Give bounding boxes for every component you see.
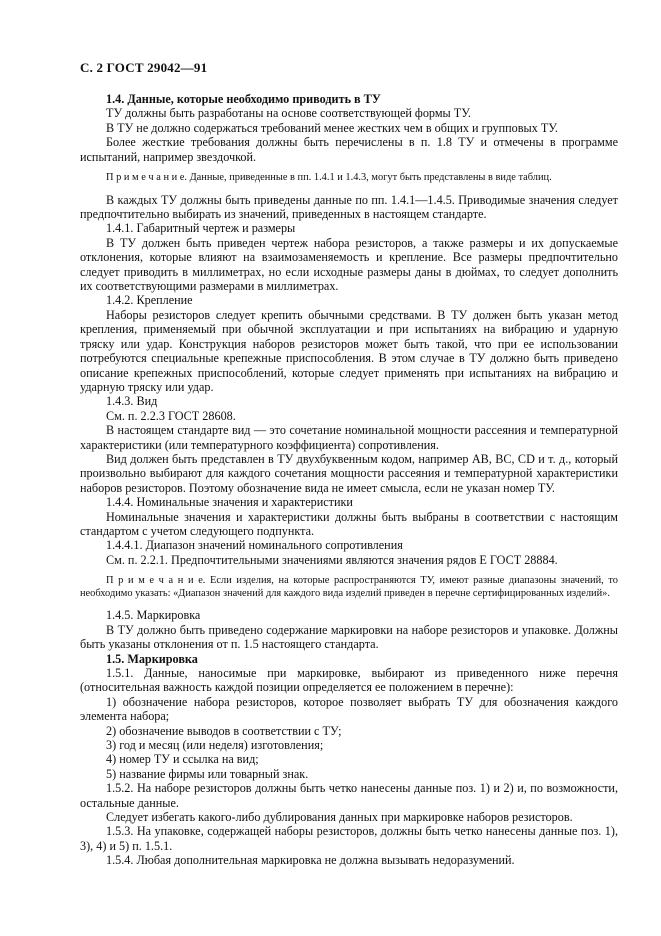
paragraph: См. п. 2.2.1. Предпочтительными значениями являются значения рядов Е ГОСТ 28884. [106,552,558,567]
section-heading: 1.4. Данные, которые необходимо приводить в ТУ [106,92,381,106]
paragraph: 1.5.2. На наборе резисторов должны быть четко нанесены данные поз. 1) и 2) и, по возможности, остальные данные. [80,781,618,810]
document-body [80,92,618,868]
note: П р и м е ч а н и е. Если изделия, на которые распространяются ТУ, имеют разные диапазоны значений, то необходимо указать: «Диапазон значений для каждого вида изделий приведен в перечне сертифицированных изделий». [80,575,618,599]
paragraph: 1.5.4. Любая дополнительная маркировка не должна вызывать недоразумений. [106,853,515,868]
note: П р и м е ч а н и е. Данные, приведенные в пп. 1.4.1 и 1.4.3, могут быть представлены в виде таблиц. [106,172,552,184]
subsection-heading: 1.4.4.1. Диапазон значений номинального сопротивления [106,538,403,553]
paragraph: В ТУ не должно содержаться требований менее жестких чем в общих и групповых ТУ. [106,120,558,135]
subsection-heading: 1.4.3. Вид [106,394,158,409]
list-item: 4) номер ТУ и ссылка на вид; [106,752,259,767]
paragraph: Следует избегать какого-либо дублирования данных при маркировке наборов резисторов. [106,810,573,825]
paragraph: В каждых ТУ должны быть приведены данные по пп. 1.4.1—1.4.5. Приводимые значения следует предпочтительно выбирать из значений, приведенных в настоящем стандарте. [80,192,618,222]
subsection-heading: 1.4.4. Номинальные значения и характеристики [106,495,353,510]
page-header: С. 2 ГОСТ 29042—91 [80,60,208,75]
subsection-heading: 1.4.5. Маркировка [106,608,201,623]
paragraph: Более жесткие требования должны быть перечислены в п. 1.8 ТУ и отмечены в программе испытаний, например звездочкой. [80,135,618,164]
list-item: 5) название фирмы или товарный знак. [106,766,309,781]
paragraph: В настоящем стандарте вид — это сочетание номинальной мощности рассеяния и температурной характеристики (или температурного коэффициента) сопротивления. [80,423,618,452]
paragraph: См. п. 2.2.3 ГОСТ 28608. [106,408,236,423]
paragraph: Наборы резисторов следует крепить обычными средствами. В ТУ должен быть указан метод крепления, применяемый при обычной эксплуатации и при испытаниях на вибрацию и ударную тряску или удар. Конструкция наборов резисторов может быть такой, что при ее использовании потребуются специальные крепежные приспособления. В этом случае в ТУ должно быть приведено описание крепежных приспособлений, которые следует применять при испытаниях на вибрацию и ударную тряску или удар. [80,307,618,394]
paragraph: 1.5.1. Данные, наносимые при маркировке, выбирают из приведенного ниже перечня (относительная важность каждой позиции определяется ее положением в перечне): [80,666,618,695]
paragraph: В ТУ должен быть приведен чертеж набора резисторов, а также размеры и их допускаемые отклонения, которые влияют на взаимозаменяемость и крепление. Все размеры предпочтительно следует приводить в миллиметрах, но если исходные размеры даны в дюймах, то следует дополнить их соответствующими размерами в миллиметрах. [80,235,618,294]
paragraph: В ТУ должно быть приведено содержание маркировки на наборе резисторов и упаковке. Должны быть указаны отклонения от п. 1.5 настоящего стандарта. [80,622,618,652]
paragraph: 1.5.3. На упаковке, содержащей наборы резисторов, должны быть четко нанесены данные поз. 1), 3), 4) и 5) п. 1.5.1. [80,824,618,853]
paragraph: Вид должен быть представлен в ТУ двухбуквенным кодом, например АВ, ВС, CD и т. д., который произвольно выбирают для каждого сочетания мощности рассеяния и температурной характеристики наборов резисторов. Поэтому обозначение вида не имеет смысла, если не указан номер ТУ. [80,451,618,495]
section-heading: 1.5. Маркировка [106,651,198,666]
list-item: 1) обозначение набора резисторов, которое позволяет выбрать ТУ для обозначения каждого элемента набора; [80,694,618,724]
paragraph: ТУ должны быть разработаны на основе соответствующей формы ТУ. [106,106,471,121]
subsection-heading: 1.4.1. Габаритный чертеж и размеры [106,221,296,236]
list-item: 2) обозначение выводов в соответствии с ТУ; [106,723,342,738]
subsection-heading: 1.4.2. Крепление [106,293,193,308]
list-item: 3) год и месяц (или неделя) изготовления; [106,738,324,753]
paragraph: Номинальные значения и характеристики должны быть выбраны в соответствии с настоящим стандартом с учетом следующего подпункта. [80,509,618,538]
